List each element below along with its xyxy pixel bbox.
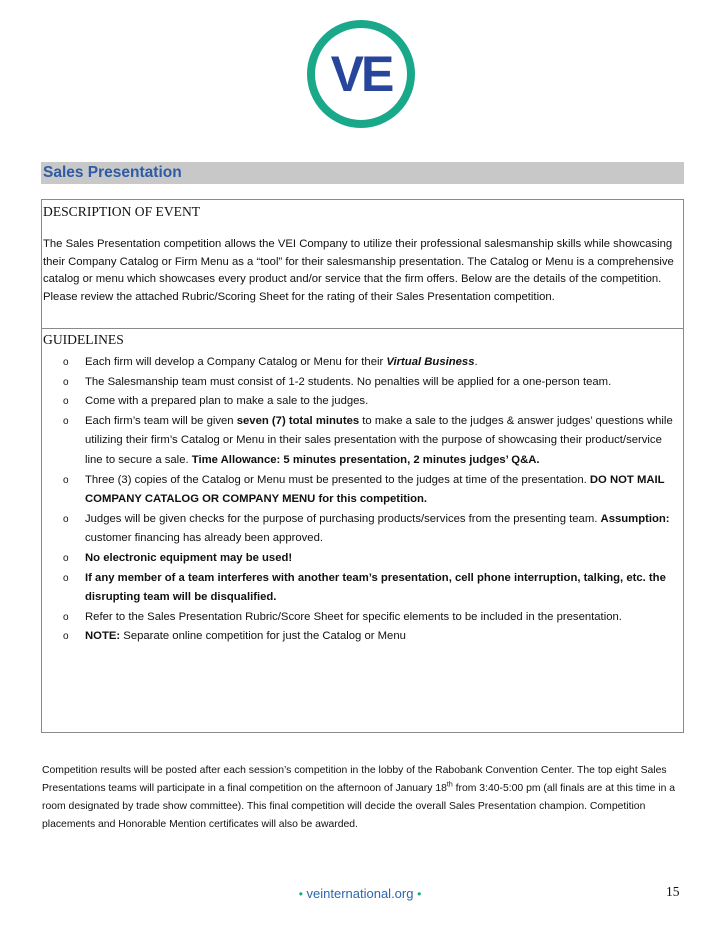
guidelines-box	[41, 328, 684, 733]
list-item: o Come with a prepared plan to make a sale to the judges.	[42, 392, 682, 412]
guidelines-list	[42, 353, 682, 647]
ve-logo-mark	[305, 18, 417, 130]
bullet-icon: o	[63, 357, 69, 368]
bullet-icon: o	[63, 415, 69, 427]
list-item: o Judges will be given checks for the purpose of purchasing products/services from the presenting team. Assumption: customer financing has already been approved.	[42, 510, 682, 549]
bullet-icon: o	[63, 631, 69, 643]
bullet-icon: o	[63, 552, 69, 564]
bullet-icon: o	[63, 376, 69, 388]
section-title-bar	[41, 162, 684, 184]
description-heading: DESCRIPTION OF EVENT	[43, 204, 201, 219]
list-item: o Refer to the Sales Presentation Rubric/Score Sheet for specific elements to be included in the presentation.	[42, 608, 682, 628]
list-item: o Each firm will develop a Company Catalog or Menu for their Virtual Business.	[42, 353, 682, 373]
list-item: o NOTE: Separate online competition for just the Catalog or Menu	[42, 627, 682, 647]
list-item: o Each firm’s team will be given seven (7) total minutes to make a sale to the judges & answer judges’ questions while utilizing their firm’s Catalog or Menu in their sales presentation with the purpose of showcasing their product/service line to secure a sale. Time Allowance: 5 minutes presentation, 2 minutes judges’ Q&A.	[42, 412, 682, 471]
website-link[interactable]: veinternational.org	[306, 886, 414, 901]
list-item: o No electronic equipment may be used!	[42, 549, 682, 569]
guidelines-heading: GUIDELINES	[43, 332, 124, 347]
bullet-icon: o	[63, 474, 69, 486]
bullet-icon: o	[63, 611, 69, 623]
bullet-icon: o	[63, 572, 69, 584]
bullet-dot-icon: •	[417, 887, 422, 901]
list-item: o If any member of a team interferes with another team’s presentation, cell phone interruption, talking, etc. the disrupting team will be disqualified.	[42, 569, 682, 608]
list-item: o The Salesmanship team must consist of 1-2 students. No penalties will be applied for a one-person team.	[42, 373, 682, 393]
description-box	[41, 199, 684, 329]
section-title: Sales Presentation	[43, 164, 182, 181]
list-item: o Three (3) copies of the Catalog or Menu must be presented to the judges at time of the presentation. DO NOT MAIL COMPANY CATALOG OR COMPANY MENU for this competition.	[42, 471, 682, 510]
ve-logo-text: VE	[330, 46, 392, 102]
description-text: The Sales Presentation competition allows the VEI Company to utilize their professional salesmanship skills while showcasing their Company Catalog or Firm Menu as a “tool” for their salesmanship presentation. The Catalog or Menu is a comprehensive catalog or menu which showcases every product and/or service that the firm offers. Below are the details of the competition. Please review the attached Rubric/Scoring Sheet for the rating of their Sales Presentation competition.	[43, 238, 674, 303]
bullet-icon: o	[63, 396, 69, 408]
bullet-icon: o	[63, 513, 69, 525]
competition-results-note: Competition results will be posted after each session’s competition in the lobby of the Rabobank Convention Center. The top eight Sales Presentations teams will participate in a final competition on the afternoon of January 18th from 3:40-5:00 pm (all finals are at this time in a room designated by trade show committee). This final competition will decide the overall Sales Presentation champion. Competition placements and Honorable Mention certificates will also be awarded.	[42, 765, 676, 830]
website-footer	[0, 886, 720, 901]
page-number: 15	[666, 884, 680, 899]
bullet-dot-icon: •	[298, 887, 303, 901]
ve-logo	[305, 18, 417, 130]
